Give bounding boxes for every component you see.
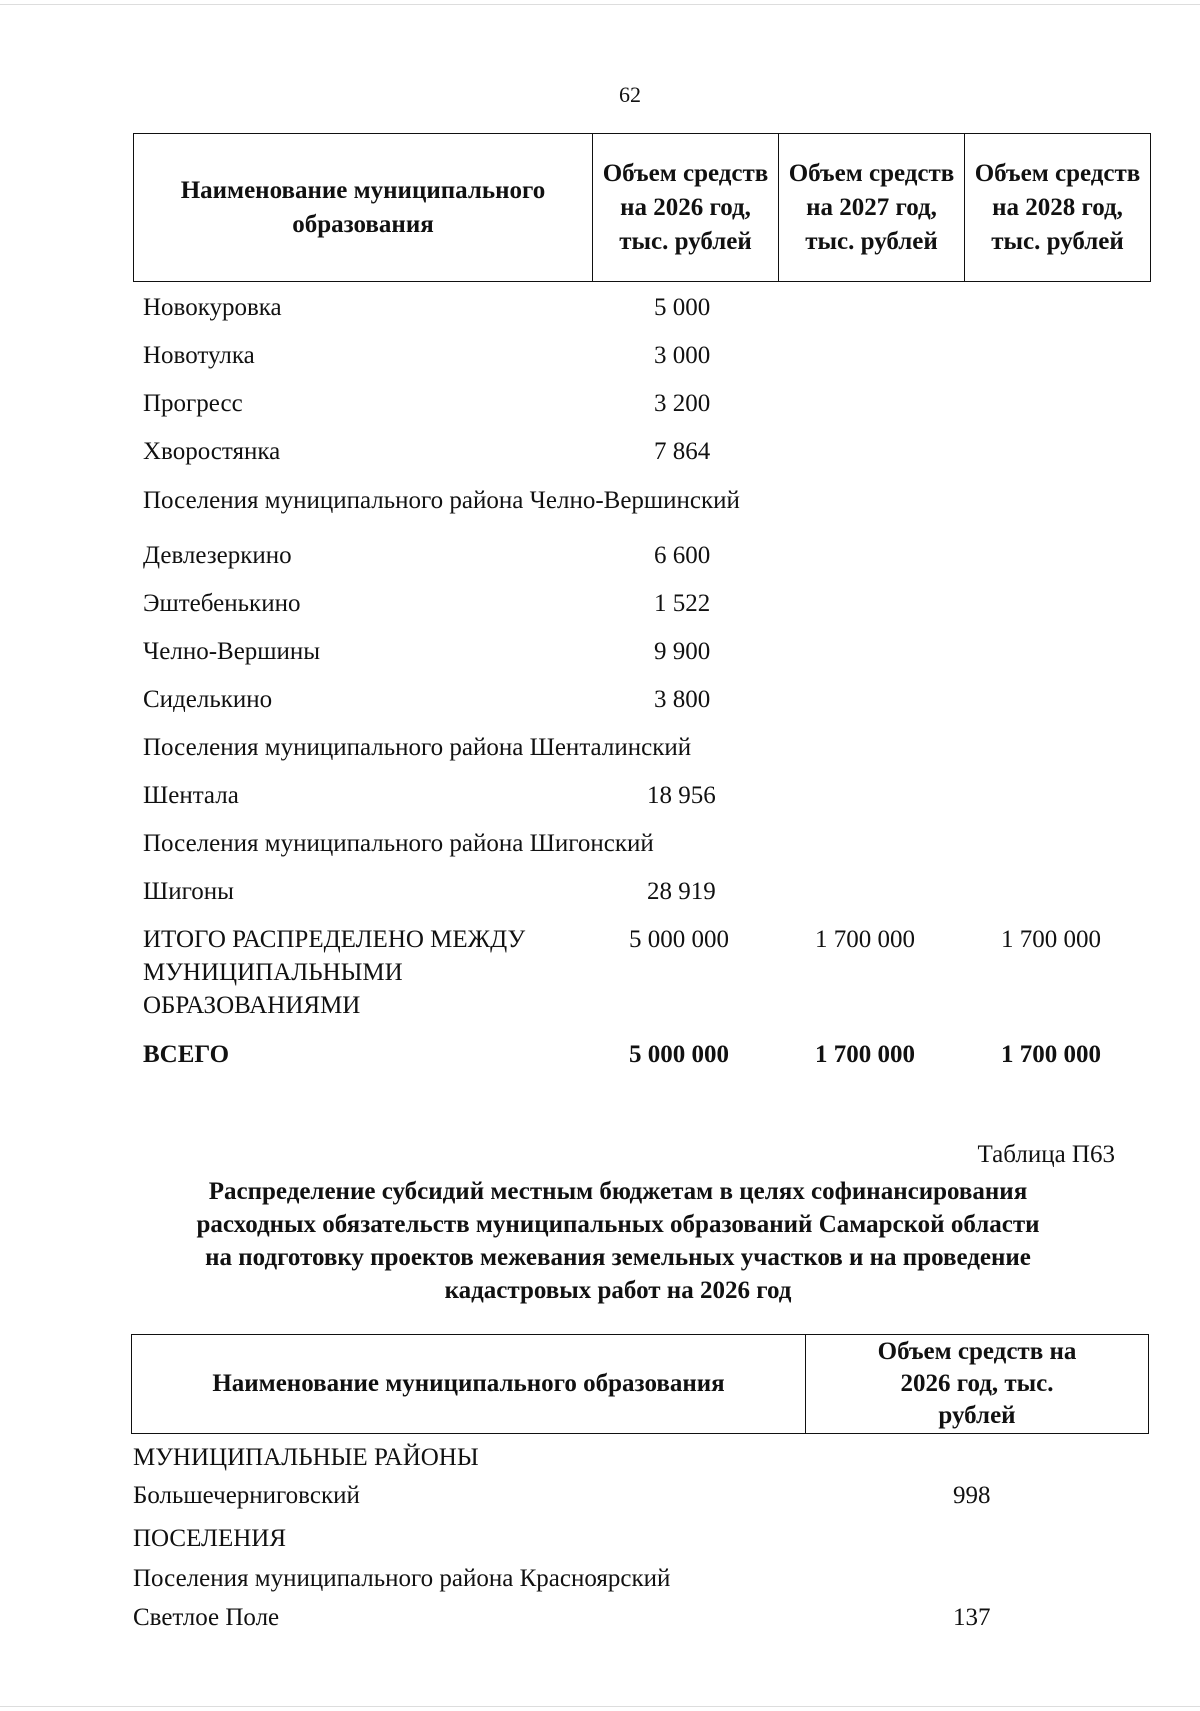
itogo-label-line3: ОБРАЗОВАНИЯМИ [143,992,361,1019]
itogo-2028: 1 700 000 [1001,926,1101,953]
table-label: Таблица П63 [977,1141,1115,1168]
group-row: Поселения муниципального района Шигонский [143,830,654,857]
table-row: Эштебенькино [143,590,301,617]
vsego-2026: 5 000 000 [629,1041,729,1068]
page-number: 62 [619,82,641,107]
title-line: Распределение субсидий местным бюджетам в целях софинансирования [208,1178,1028,1205]
table-cell-2026: 18 956 [647,782,716,809]
table1-header-2027: Объем средств на 2027 год, тыс. рублей [778,134,964,281]
table-row: Сиделькино [143,686,273,713]
table-cell-2026: 3 200 [654,390,711,417]
title-line: кадастровых работ на 2026 год [444,1277,792,1304]
table1-header-2026: Объем средств на 2026 год, тыс. рублей [592,134,778,281]
table-row: Шигоны [143,878,234,905]
group-row: МУНИЦИПАЛЬНЫЕ РАЙОНЫ [133,1444,479,1471]
title-line: расходных обязательств муниципальных образований Самарской области [196,1211,1040,1238]
table-row: Челно-Вершины [143,638,321,665]
table-cell-2026: 1 522 [654,590,711,617]
table-cell-2026: 998 [953,1482,991,1509]
table-row: Шентала [143,782,239,809]
table2-header-name: Наименование муниципального образования [212,1370,725,1397]
table-row: Новокуровка [143,294,282,321]
table1-header [133,133,1151,282]
table-cell-2026: 3 000 [654,342,711,369]
scan-edge-bottom [0,1706,1200,1707]
table-cell-2026: 7 864 [654,438,711,465]
table-cell-2026: 5 000 [654,294,711,321]
table-row: Прогресс [143,390,243,417]
table-cell-2026: 6 600 [654,542,711,569]
table-row: Большечерниговский [133,1482,360,1509]
table-row: Новотулка [143,342,255,369]
table-cell-2026: 3 800 [654,686,711,713]
group-row: Поселения муниципального района Шенталинский [143,734,692,761]
table1-header-name: Наименование муниципального образования [180,176,546,238]
group-row: ПОСЕЛЕНИЯ [133,1525,287,1552]
table-row: Девлезеркино [143,542,292,569]
table-row: Светлое Поле [133,1604,280,1631]
itogo-label-line2: МУНИЦИПАЛЬНЫМИ [143,959,403,986]
itogo-2027: 1 700 000 [815,926,915,953]
table2-header [131,1334,1149,1434]
scan-edge-top [0,4,1200,5]
itogo-2026: 5 000 000 [629,926,729,953]
group-row: Поселения муниципального района Челно-Вершинский [143,487,740,514]
table1-header-2028: Объем средств на 2028 год, тыс. рублей [964,134,1150,281]
table2-title [133,1175,1103,1307]
itogo-label-line1: ИТОГО РАСПРЕДЕЛЕНО МЕЖДУ [143,926,526,953]
vsego-label: ВСЕГО [143,1041,230,1068]
table-cell-2026: 9 900 [654,638,711,665]
table-row: Хворостянка [143,438,281,465]
group-row: Поселения муниципального района Красноярский [133,1565,671,1592]
table-cell-2026: 28 919 [647,878,716,905]
table2-header-2026: Объем средств на 2026 год, тыс. рублей [805,1335,1148,1433]
table-cell-2026: 137 [953,1604,991,1631]
vsego-2027: 1 700 000 [815,1041,915,1068]
vsego-2028: 1 700 000 [1001,1041,1101,1068]
title-line: на подготовку проектов межевания земельных участков и на проведение [205,1244,1031,1271]
